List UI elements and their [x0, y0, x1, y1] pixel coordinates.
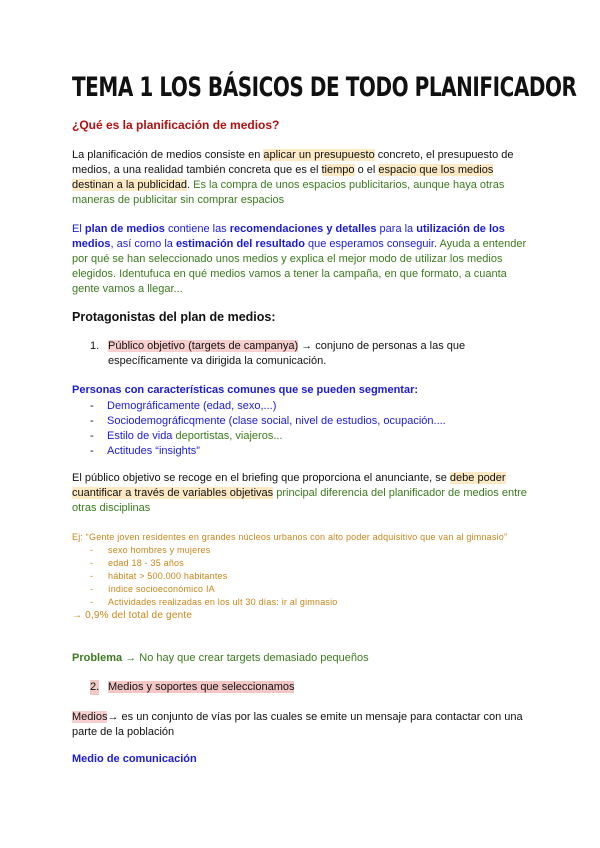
paragraph-planificacion: La planificación de medios consiste en aplicar un presupuesto concreto, el presupuesto de medios, a una realidad también concreta que es el tiempo o el espacio que los medios destinan a la publicidad. Es la compra de unos espacios publicitarios, aunque haya otras maneras de publicitar sin comprar espacios	[72, 149, 514, 206]
item-number: 2.	[90, 681, 100, 693]
protagonistas-heading: Protagonistas del plan de medios:	[72, 310, 276, 324]
problema-label: Problema	[72, 652, 123, 664]
paragraph-medios: Medios→ es un conjunto de vías por las cuales se emite un mensaje para contactar con una parte de la población	[72, 711, 523, 738]
green-note: Es la compra de unos espacios publicitarios, aunque haya otras maneras de publicitar sin comprar espacios	[72, 179, 505, 206]
personas-heading: Personas con características comunes que se pueden segmentar:	[72, 384, 419, 396]
item-number: 1.	[90, 340, 100, 352]
segments-list	[72, 399, 528, 459]
title-tema: TEMA 1	[72, 72, 153, 103]
problema-line: Problema → No hay que crear targets demasiado pequeños	[72, 652, 369, 664]
highlight-espacio: espacio que los medios destinan a la publicidad	[72, 164, 494, 191]
highlight-medios: Medios	[72, 711, 108, 723]
example-result: → 0,9% del total de gente	[72, 610, 193, 621]
example-block	[72, 531, 528, 622]
list-item: - Sociodemográficqmente (clase social, nivel de estudios, ocupación....	[72, 414, 528, 429]
highlight-medios-soportes: Medios y soportes que seleccionamos	[108, 681, 295, 693]
green-note: Ayuda a entender por qué se han seleccionado unos medios y explica el mejor modo de utilizar los medios elegidos. Identufuca en qué medios vamos a tener la campaña, en que formato, a cuanta gente vamos a llegar...	[72, 238, 527, 295]
paragraph-plan-medios: El plan de medios contiene las recomendaciones y detalles para la utilización de los medios, así como la estimación del resultado que esperamos conseguir. Ayuda a entender por qué se han seleccionado unos medios y explica el mejor modo de utilizar los medios elegidos. Identufuca en qué medios vamos a tener la campaña, en que formato, a cuanta gente vamos a llegar...	[72, 223, 527, 295]
list-item: - sexo hombres y mujeres	[72, 544, 528, 557]
list-item: - Actividades realizadas en los ult 30 días: ir al gimnasio	[72, 596, 528, 609]
medio-comunicacion-heading: Medio de comunicación	[72, 753, 197, 765]
list-item: - Demográficamente (edad, sexo,...)	[72, 399, 528, 414]
list-item: - índice socioeconómico IA	[72, 583, 528, 596]
page-title	[72, 72, 576, 103]
list-item: - edad 18 - 35 años	[72, 557, 528, 570]
example-intro: Ej: “Gente joven residentes en grandes núcleos urbanos con alto poder adquisitivo que van al gimnasio”	[72, 532, 508, 542]
numbered-item-2	[72, 680, 528, 695]
question-heading: ¿Qué es la planificación de medios?	[72, 118, 280, 132]
highlight-presupuesto: aplicar un presupuesto	[263, 149, 375, 161]
highlight-cuantificar: debe poder cuantificar a través de variables objetivas	[72, 472, 506, 499]
highlight-tiempo: tiempo	[321, 164, 355, 176]
paragraph-publico-objetivo: El público objetivo se recoge en el briefing que proporciona el anunciante, se debe poder cuantificar a través de variables objetivas principal diferencia del planificador de medios entre otras disciplinas	[72, 472, 527, 514]
list-item: - Actitudes “insights”	[72, 444, 528, 459]
title-rest: LOS BÁSICOS DE TODO PLANIFICADOR	[152, 72, 577, 103]
numbered-item-1: 1. Público objetivo (targets de campanya) → conjuno de personas a las que específicamente va dirigida la comunicación.	[90, 340, 466, 367]
highlight-publico-objetivo: Público objetivo (targets de campanya)	[108, 340, 299, 352]
list-item: - hábitat > 500.000 habitantes	[72, 570, 528, 583]
list-item: - Estilo de vida deportistas, viajeros...	[72, 429, 528, 444]
green-note: principal diferencia del planificador de medios entre otras disciplinas	[72, 487, 527, 514]
